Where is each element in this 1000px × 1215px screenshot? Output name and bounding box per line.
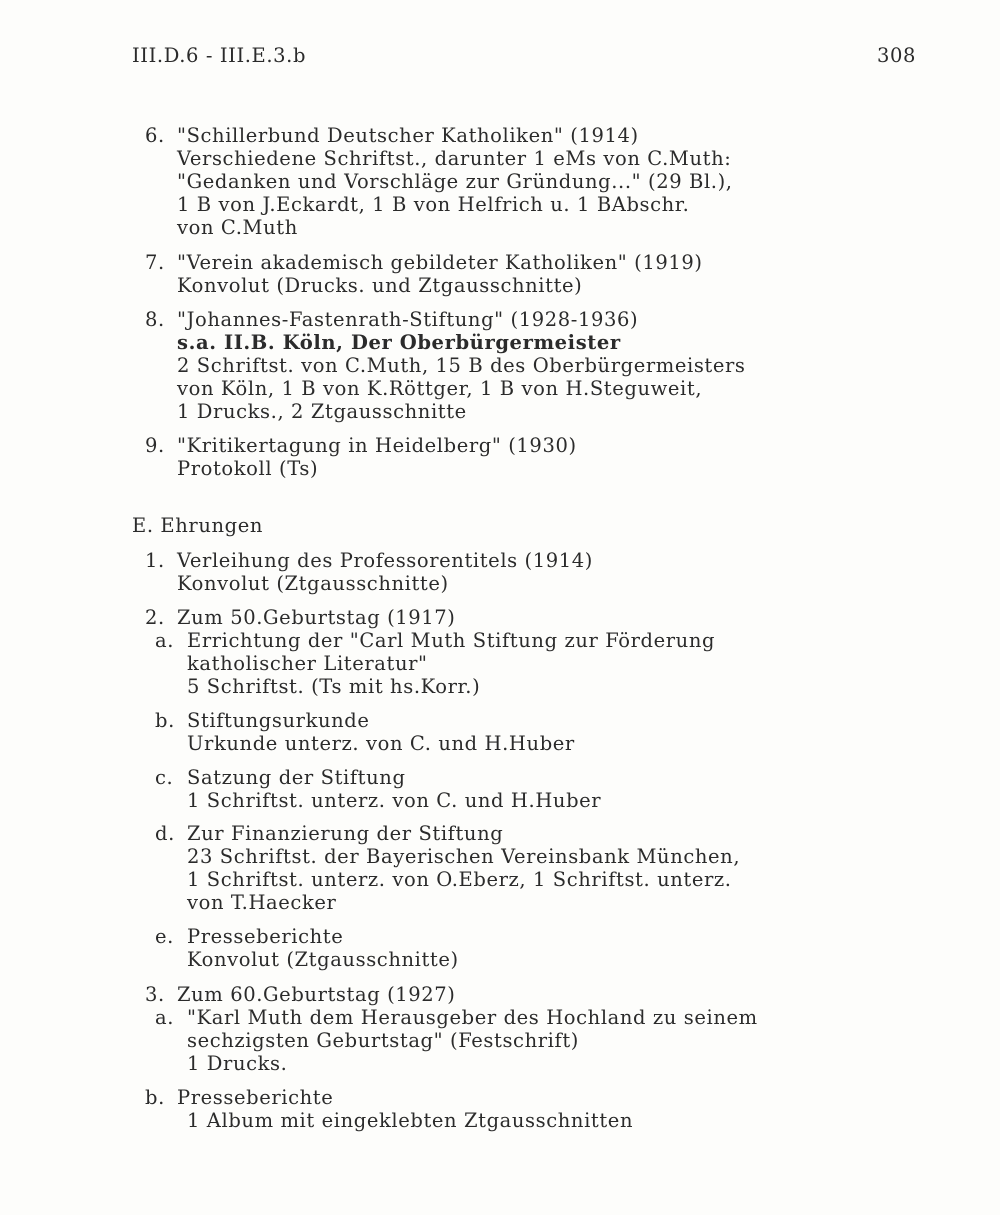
cross-reference: s.a. II.B. Köln, Der Oberbürgermeister (177, 331, 621, 354)
sub-line: 5 Schriftst. (Ts mit hs.Korr.) (187, 675, 481, 698)
sub-letter: e. (155, 925, 174, 948)
sub-letter: c. (155, 766, 174, 789)
entry-line: 2 Schriftst. von C.Muth, 15 B des Oberbürgermeisters (177, 354, 746, 377)
sub-line: 1 Album mit eingeklebten Ztgausschnitten (187, 1109, 634, 1132)
sub-title: Satzung der Stiftung (187, 766, 406, 789)
sub-letter: b. (145, 1086, 165, 1109)
entry-line: von C.Muth (177, 216, 298, 239)
sub-line: Konvolut (Ztgausschnitte) (187, 948, 459, 971)
sub-title: Errichtung der "Carl Muth Stiftung zur Förderung (187, 629, 716, 652)
entry-line: "Gedanken und Vorschläge zur Gründung..." (29 Bl.), (177, 170, 733, 193)
sub-letter: a. (155, 1006, 175, 1029)
entry-title: Zum 50.Geburtstag (1917) (177, 606, 456, 629)
sub-title: Stiftungsurkunde (187, 709, 370, 732)
page-number: 308 (876, 44, 916, 67)
entry-line: Verschiedene Schriftst., darunter 1 eMs von C.Muth: (177, 147, 732, 170)
header-signature: III.D.6 - III.E.3.b (132, 44, 307, 67)
sub-title: Presseberichte (177, 1086, 334, 1109)
entry-number: 7. (145, 251, 165, 274)
sub-line: 23 Schriftst. der Bayerischen Vereinsbank München, (187, 845, 741, 868)
entry-title: Verleihung des Professorentitels (1914) (177, 549, 593, 572)
sub-line: Urkunde unterz. von C. und H.Huber (187, 732, 575, 755)
entry-line: Konvolut (Ztgausschnitte) (177, 572, 449, 595)
sub-letter: b. (155, 709, 175, 732)
entry-line: von Köln, 1 B von K.Röttger, 1 B von H.Steguweit, (177, 377, 703, 400)
sub-letter: a. (155, 629, 175, 652)
entry-line: Protokoll (Ts) (177, 457, 319, 480)
section-heading: E. Ehrungen (132, 514, 264, 537)
entry-line: 1 B von J.Eckardt, 1 B von Helfrich u. 1 BAbschr. (177, 193, 690, 216)
entry-title: Zum 60.Geburtstag (1927) (177, 983, 456, 1006)
entry-number: 1. (145, 549, 165, 572)
sub-line: sechzigsten Geburtstag" (Festschrift) (187, 1029, 579, 1052)
entry-number: 8. (145, 308, 165, 331)
sub-title: "Karl Muth dem Herausgeber des Hochland zu seinem (187, 1006, 758, 1029)
sub-title: Presseberichte (187, 925, 344, 948)
entry-title: "Schillerbund Deutscher Katholiken" (1914) (177, 124, 639, 147)
sub-line: 1 Drucks. (187, 1052, 288, 1075)
entry-title: "Kritikertagung in Heidelberg" (1930) (177, 434, 577, 457)
entry-number: 3. (145, 983, 165, 1006)
entry-number: 6. (145, 124, 165, 147)
entry-title: "Verein akademisch gebildeter Katholiken" (1919) (177, 251, 703, 274)
entry-title: "Johannes-Fastenrath-Stiftung" (1928-1936) (177, 308, 639, 331)
entry-number: 9. (145, 434, 165, 457)
sub-letter: d. (155, 822, 175, 845)
sub-line: 1 Schriftst. unterz. von O.Eberz, 1 Schriftst. unterz. (187, 868, 732, 891)
entry-line: 1 Drucks., 2 Ztgausschnitte (177, 400, 467, 423)
entry-line: Konvolut (Drucks. und Ztgausschnitte) (177, 274, 583, 297)
sub-line: von T.Haecker (187, 891, 337, 914)
sub-line: 1 Schriftst. unterz. von C. und H.Huber (187, 789, 602, 812)
sub-line: katholischer Literatur" (187, 652, 428, 675)
sub-title: Zur Finanzierung der Stiftung (187, 822, 504, 845)
entry-number: 2. (145, 606, 165, 629)
